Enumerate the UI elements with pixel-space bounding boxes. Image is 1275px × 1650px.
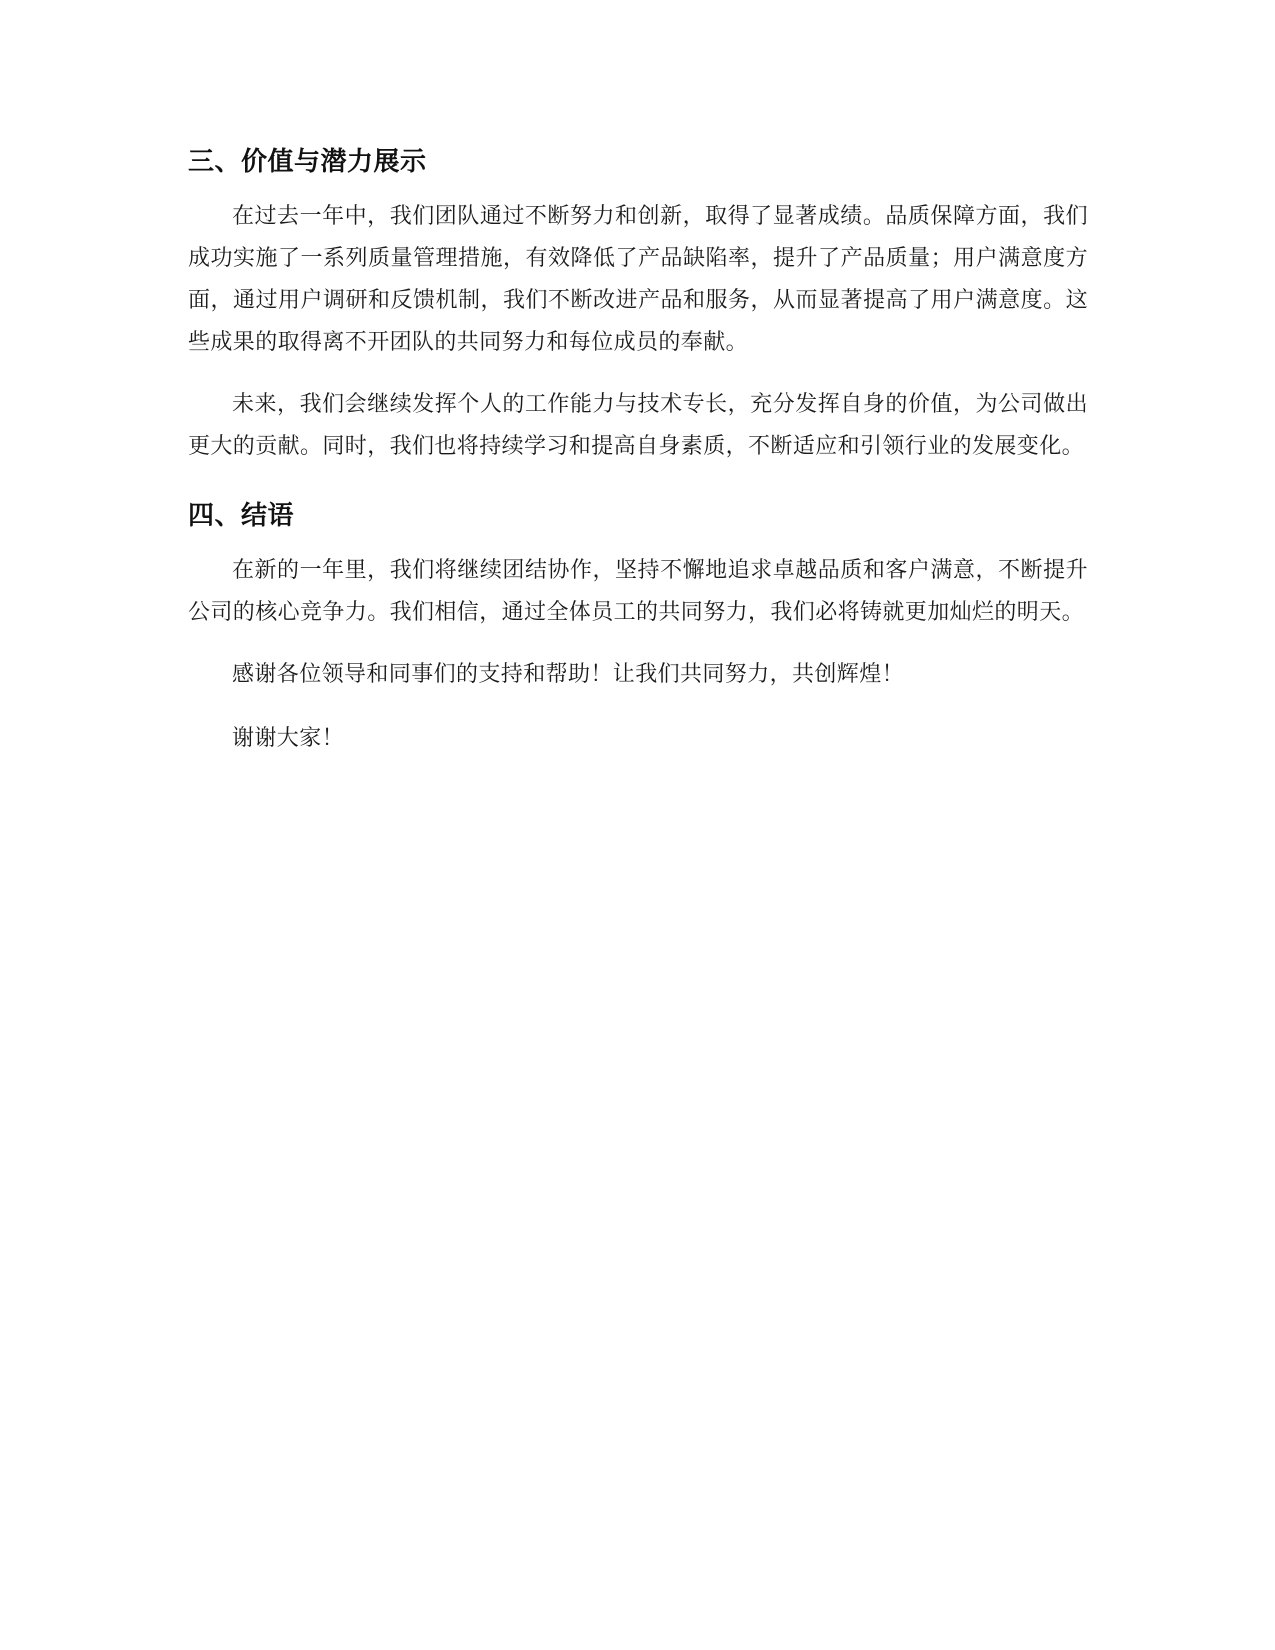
document-body	[188, 140, 1088, 782]
paragraph: 在新的一年里，我们将继续团结协作，坚持不懈地追求卓越品质和客户满意，不断提升公司的核心竞争力。我们相信，通过全体员工的共同努力，我们必将铸就更加灿烂的明天。	[188, 558, 1088, 625]
section-conclusion	[188, 494, 1088, 760]
paragraph: 在过去一年中，我们团队通过不断努力和创新，取得了显著成绩。品质保障方面，我们成功实施了一系列质量管理措施，有效降低了产品缺陷率，提升了产品质量；用户满意度方面，通过用户调研和反馈机制，我们不断改进产品和服务，从而显著提高了用户满意度。这些成果的取得离不开团队的共同努力和每位成员的奉献。	[188, 204, 1088, 355]
paragraph: 谢谢大家！	[232, 726, 345, 751]
paragraph: 未来，我们会继续发挥个人的工作能力与技术专长，充分发挥自身的价值，为公司做出更大的贡献。同时，我们也将持续学习和提高自身素质，不断适应和引领行业的发展变化。	[188, 392, 1088, 459]
section-value-potential	[188, 140, 1088, 468]
paragraph: 感谢各位领导和同事们的支持和帮助！让我们共同努力，共创辉煌！	[232, 662, 905, 687]
section-heading: 三、价值与潜力展示	[188, 147, 427, 177]
section-heading: 四、结语	[188, 501, 295, 531]
